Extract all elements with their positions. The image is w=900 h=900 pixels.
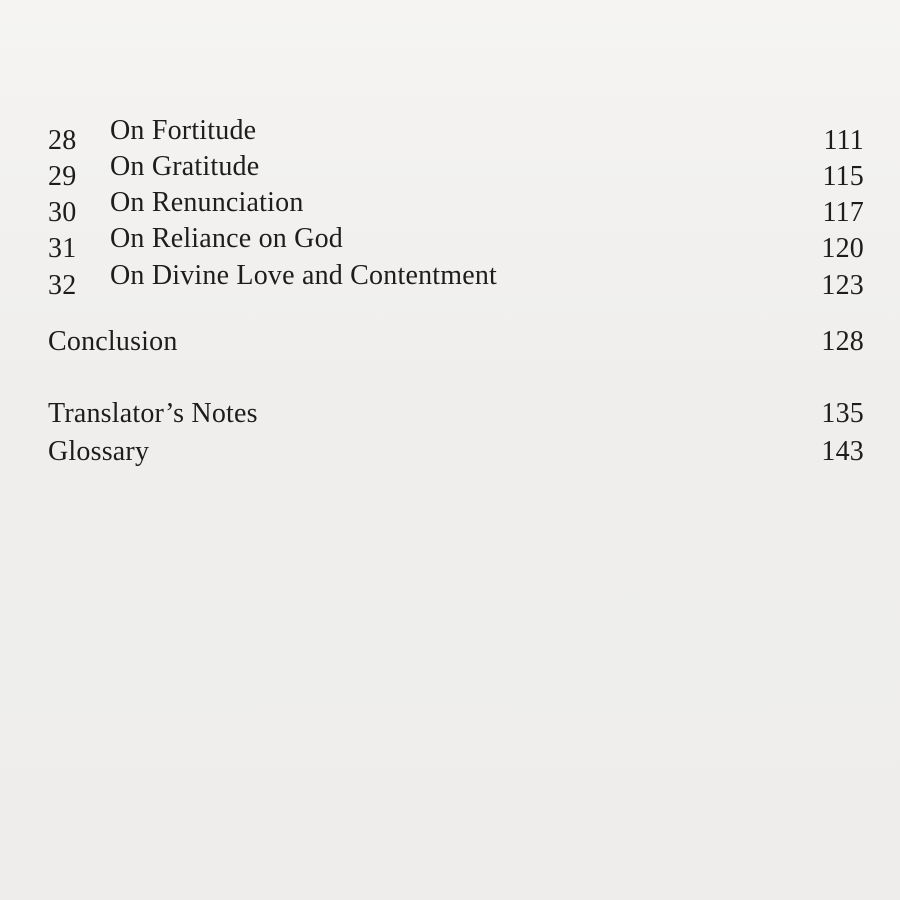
page-number: 115 (822, 161, 864, 192)
chapter-title: On Reliance on God (110, 223, 343, 254)
chapter-title: On Renunciation (110, 187, 304, 218)
toc-entry-translators-notes (48, 394, 864, 434)
toc-entry-conclusion (48, 322, 864, 362)
chapter-number: 29 (48, 161, 77, 192)
chapter-title: On Fortitude (110, 115, 257, 146)
toc-entry-chapter-32 (48, 260, 864, 306)
page-number: 120 (821, 233, 864, 264)
section-title: Glossary (48, 436, 150, 467)
chapter-number: 30 (48, 197, 77, 228)
chapter-number: 31 (48, 233, 77, 264)
toc-entry-glossary (48, 432, 864, 472)
page-number: 111 (823, 125, 864, 156)
chapter-title: On Gratitude (110, 151, 260, 182)
chapter-number: 28 (48, 125, 77, 156)
page-number: 117 (822, 197, 864, 228)
page-number: 128 (821, 326, 864, 357)
chapter-title: On Divine Love and Contentment (110, 260, 498, 291)
chapter-number: 32 (48, 270, 77, 301)
page-number: 123 (821, 270, 864, 301)
section-title: Conclusion (48, 326, 178, 357)
page-number: 135 (821, 398, 864, 429)
section-title: Translator’s Notes (48, 398, 258, 429)
page-number: 143 (821, 436, 864, 467)
